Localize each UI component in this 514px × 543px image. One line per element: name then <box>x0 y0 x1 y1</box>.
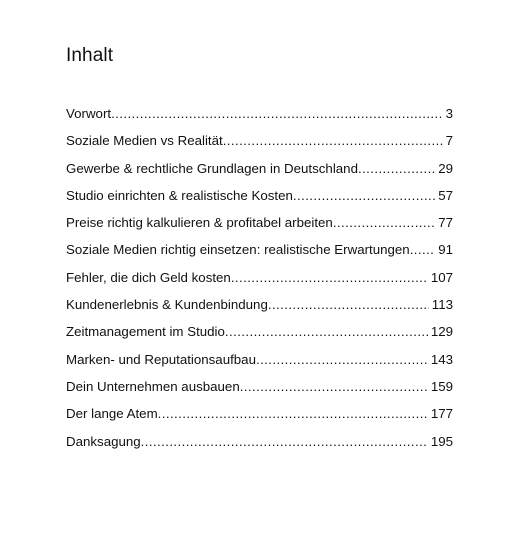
toc-entry <box>66 404 453 431</box>
toc-entry <box>66 159 453 186</box>
toc-dot-leader <box>111 104 443 124</box>
toc-entry <box>66 377 453 404</box>
toc-entry-title: Soziale Medien vs Realität <box>66 133 223 149</box>
toc-dot-leader <box>256 350 428 370</box>
toc-entry-page: 129 <box>430 324 453 340</box>
toc-entry <box>66 104 453 131</box>
toc-entry-title: Der lange Atem <box>66 406 158 422</box>
toc-entry <box>66 350 453 377</box>
toc-entry-page: 57 <box>438 187 453 203</box>
toc-entry-page: 107 <box>430 269 453 285</box>
toc-entry-title: Danksagung <box>66 433 141 449</box>
toc-entry-page: 195 <box>430 433 453 449</box>
toc-entry-title: Fehler, die dich Geld kosten <box>66 269 231 285</box>
toc-dot-leader <box>358 159 435 179</box>
toc-entry <box>66 322 453 349</box>
toc-entry-page: 91 <box>438 242 453 258</box>
toc-entry <box>66 295 453 322</box>
toc-entry <box>66 268 453 295</box>
toc-entry-title: Vorwort <box>66 106 112 121</box>
toc-entry-page: 29 <box>438 160 453 176</box>
toc-entry-title: Gewerbe & rechtliche Grundlagen in Deutschland <box>66 160 358 176</box>
toc-entry-page: 177 <box>430 406 453 422</box>
toc-entry-page: 159 <box>430 378 453 394</box>
toc-entry-title: Zeitmanagement im Studio <box>66 324 225 340</box>
toc-dot-leader <box>231 268 428 288</box>
toc-dot-leader <box>333 213 435 233</box>
toc-entry-page: 113 <box>431 297 453 313</box>
toc-entry-page: 3 <box>445 106 453 121</box>
toc-dot-leader <box>158 404 428 424</box>
toc-heading: Inhalt <box>66 45 114 66</box>
toc-entry-page: 77 <box>438 215 453 231</box>
toc-entry-title: Preise richtig kalkulieren & profitabel arbeiten <box>66 215 333 231</box>
toc-dot-leader <box>225 322 428 342</box>
toc-entry-title: Marken- und Reputationsaufbau <box>66 351 256 367</box>
toc-dot-leader <box>223 131 443 151</box>
toc-entry <box>66 213 453 240</box>
toc-entry <box>66 131 453 158</box>
toc-entry <box>66 432 453 459</box>
toc-entry-page: 143 <box>430 351 453 367</box>
toc-entry-page: 7 <box>445 133 453 149</box>
toc-dot-leader <box>268 295 429 315</box>
toc-dot-leader <box>410 240 436 260</box>
toc-entry <box>66 186 453 213</box>
toc-list <box>66 104 453 459</box>
toc-dot-leader <box>293 186 435 206</box>
toc-dot-leader <box>240 377 428 397</box>
toc-entry-title: Soziale Medien richtig einsetzen: realistische Erwartungen <box>66 242 410 258</box>
toc-entry-title: Studio einrichten & realistische Kosten <box>66 187 293 203</box>
toc-entry-title: Kundenerlebnis & Kundenbindung <box>66 297 268 313</box>
toc-entry-title: Dein Unternehmen ausbauen <box>66 378 240 394</box>
toc-dot-leader <box>141 432 428 452</box>
toc-entry <box>66 240 453 267</box>
